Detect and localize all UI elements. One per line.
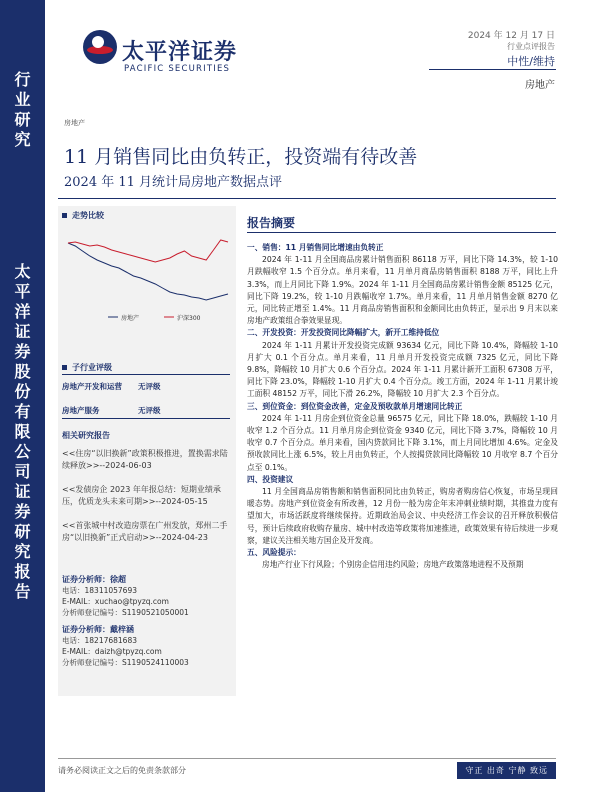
section-title: 三、到位资金：到位资金改善，定金及预收款单月增速同比转正 bbox=[247, 401, 463, 411]
summary-heading: 报告摘要 bbox=[247, 216, 296, 230]
summary-divider bbox=[247, 232, 556, 233]
section-body: 2024 年 1-11 月累计开发投资完成额 93634 亿元，同比下降 10.4%，降幅较 1-10 月扩大 0.1 个百分点。单月来看，11 月单月开发投资完成额 7325 亿元，同比下降 9.8%，降幅较 10 月扩大 0.6 个百分点。2024 年 1-11 月累计新开工面积 67308 万平，同比下降 23.0%，降幅较 1-10 月扩大 0.4 个百分点。竣工方面，2024 年 1-11 月累计竣工面积 48152 万平，同比下滑 26.2%，降幅较 10 月扩大 2.3 个百分点。 bbox=[247, 340, 558, 399]
rating-row-2 bbox=[62, 405, 230, 416]
related-report-2[interactable]: <<发债房企 2023 年年报总结：短期业绩承压，优质龙头未来可期>>--2024-05-15 bbox=[62, 485, 221, 506]
firm-report-label: 太 平 洋 证 券 股 份 有 限 公 司 证 券 研 究 报 告 bbox=[14, 262, 31, 601]
title-divider bbox=[58, 198, 556, 199]
industry-rating: 中性/维持 bbox=[507, 55, 555, 68]
analyst-1-email[interactable]: E-MAIL：xuchao@tpyzq.com bbox=[62, 597, 169, 606]
company-motto: 守正 出奇 宁静 致远 bbox=[457, 762, 556, 779]
section-body: 11 月全国商品房销售额和销售面积同比由负转正，购房者购房信心恢复，市场呈现回暖态势。房地产到位资金有所改善，12 月份一般为房企年末冲刺业绩时期，其推盘力度有望加大，市场活跃度将继续保持。近期政治局会议、中央经济工作会议的召开释放积极信号，预计后续政府收购存量房、城中村改造等政策将加速推进，政策效果有待后续进一步观察，建议关注相关地方国企及开发商。 bbox=[247, 487, 558, 545]
rating-name-2: 房地产服务 bbox=[62, 406, 100, 415]
pacific-securities-logo-icon bbox=[83, 30, 117, 64]
section-body: 2024 年 1-11 月全国商品房累计销售面积 86118 万平，同比下降 14.3%，较 1-10 月跌幅收窄 1.5 个百分点。单月来看，11 月单月商品房销售面积 8188 万平，同比上升 3.3%，而上月同比下降 1.9%。2024 年 1-11 月全国商品房累计销售金额 85125 亿元，同比下降 19.2%，较 1-10 月跌幅收窄 1.7%。单月来看，11 月单月销售金额 8270 亿元，同比转正增至 1.4%。11 月商品房销售面积和金额同比由负转正，显示出 9 月末以来房地产政策组合拳效果显现。 bbox=[247, 255, 558, 326]
analyst-2-email[interactable]: E-MAIL：daizh@tpyzq.com bbox=[62, 647, 162, 656]
disclaimer-note: 请务必阅读正文之后的免责条款部分 bbox=[58, 766, 186, 775]
trend-chart bbox=[62, 224, 232, 324]
related-report-3[interactable]: <<首张城中村改造房票在广州发放，郑州二手房“以旧换新”正式启动>>--2024-04-23 bbox=[62, 521, 228, 542]
section-body: 2024 年 1-11 月房企到位资金总量 96575 亿元，同比下降 18.0%，跌幅较 1-10 月收窄 1.2 个百分点。11 月单月房企到位资金 9340 亿元，同比下降 3.7%，降幅较 10 月收窄 0.7 个百分点。单月来看，国内贷款同比下降 3.1%，而上月同比增加 4.6%。定金及预收款同比上涨 6.5%，较上月由负转正，个人按揭贷款同比降幅较 10 月收窄 8.7 个百分点至 0.1%。 bbox=[247, 413, 558, 472]
brand-name-cn: 太平洋证券 bbox=[122, 40, 238, 65]
footer-divider bbox=[58, 758, 556, 759]
section-title: 五、风险提示： bbox=[247, 548, 301, 558]
header-divider bbox=[429, 69, 556, 70]
summary-body bbox=[247, 242, 558, 571]
report-type: 行业点评报告 bbox=[507, 42, 555, 51]
related-report-1[interactable]: <<住房“以旧换新”政策积极推进，置换需求陆续释放>>--2024-06-03 bbox=[62, 449, 228, 470]
section-title: 四、投资建议 bbox=[247, 474, 294, 484]
sector-tag: 房地产 bbox=[64, 119, 85, 127]
trend-heading: 走势比较 bbox=[62, 210, 104, 221]
series-line-1 bbox=[68, 243, 228, 300]
rating-divider-bottom bbox=[62, 418, 230, 419]
header-sector: 房地产 bbox=[525, 80, 555, 91]
report-title: 11 月销售同比由负转正，投资端有待改善 bbox=[64, 146, 418, 168]
rating-value-2: 无评级 bbox=[138, 406, 161, 415]
left-band bbox=[0, 0, 45, 792]
legend-label-2: 沪深300 bbox=[177, 315, 201, 322]
report-subtitle: 2024 年 11 月统计局房地产数据点评 bbox=[64, 175, 283, 190]
section-body: 房地产行业下行风险；个别房企信用违约风险；房地产政策落地进程不及预期 bbox=[262, 560, 524, 570]
rating-heading: 子行业评级 bbox=[62, 362, 112, 373]
section-title: 一、销售：11 月销售同比增速由负转正 bbox=[247, 243, 384, 252]
industry-research-label: 行 业 研 究 bbox=[14, 70, 31, 149]
brand-name-en: PACIFIC SECURITIES bbox=[124, 64, 231, 74]
rating-row-1 bbox=[62, 381, 222, 392]
series-line-2 bbox=[68, 240, 228, 262]
legend-label-1: 房地产 bbox=[121, 315, 140, 322]
rating-value-1: 无评级 bbox=[138, 382, 161, 391]
analyst-1: 证券分析师：徐超 电话：18311057693 E-MAIL：xuchao@tpyzq.com 分析师登记编号：S1190521050001 bbox=[62, 574, 232, 618]
analyst-2: 证券分析师：戴梓涵 电话：18217681683 E-MAIL：daizh@tpyzq.com 分析师登记编号：S1190524110003 bbox=[62, 624, 232, 668]
section-title: 二、开发投资：开发投资同比降幅扩大，新开工维持低位 bbox=[247, 328, 440, 338]
report-date: 2024 年 12 月 17 日 bbox=[467, 31, 555, 41]
rating-divider-top bbox=[62, 374, 230, 375]
rating-name-1: 房地产开发和运营 bbox=[62, 382, 122, 391]
related-heading: 相关研究报告 bbox=[62, 431, 110, 440]
